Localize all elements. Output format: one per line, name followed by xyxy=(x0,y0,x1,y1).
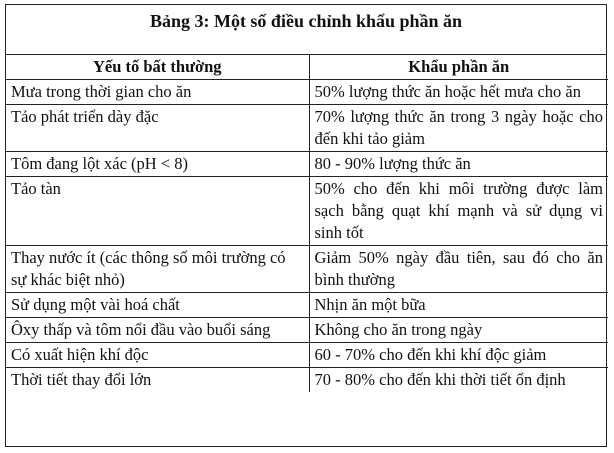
table-title: Bảng 3: Một số điều chỉnh khẩu phần ăn xyxy=(6,5,606,55)
ration-cell: 60 - 70% cho đến khi khí độc giảm xyxy=(309,343,608,368)
header-feed-ration: Khẩu phần ăn xyxy=(309,55,608,80)
table-row xyxy=(6,293,608,318)
factor-cell: Mưa trong thời gian cho ăn xyxy=(6,80,309,105)
table-row xyxy=(6,343,608,368)
table-row xyxy=(6,368,608,393)
factor-cell: Có xuất hiện khí độc xyxy=(6,343,309,368)
ration-cell: 50% lượng thức ăn hoặc hết mưa cho ăn xyxy=(309,80,608,105)
ration-cell: Nhịn ăn một bữa xyxy=(309,293,608,318)
table-row xyxy=(6,246,608,293)
header-abnormal-factor: Yếu tố bất thường xyxy=(6,55,309,80)
factor-cell: Tảo tàn xyxy=(6,177,309,246)
ration-cell: 70 - 80% cho đến khi thời tiết ổn định xyxy=(309,368,608,393)
adjustment-table-frame xyxy=(5,4,607,447)
factor-cell: Tôm đang lột xác (pH < 8) xyxy=(6,152,309,177)
feed-adjustment-table xyxy=(6,55,608,392)
factor-cell: Ôxy thấp và tôm nổi đầu vào buổi sáng xyxy=(6,318,309,343)
factor-cell: Tảo phát triển dày đặc xyxy=(6,105,309,152)
table-row xyxy=(6,152,608,177)
table-row xyxy=(6,80,608,105)
ration-cell: 50% cho đến khi môi trường được làm sạch bằng quạt khí mạnh và sử dụng vi sinh tốt xyxy=(309,177,608,246)
ration-cell: Giảm 50% ngày đầu tiên, sau đó cho ăn bình thường xyxy=(309,246,608,293)
table-row xyxy=(6,105,608,152)
factor-cell: Sử dụng một vài hoá chất xyxy=(6,293,309,318)
factor-cell: Thời tiết thay đổi lớn xyxy=(6,368,309,393)
factor-cell: Thay nước ít (các thông số môi trường có sự khác biệt nhỏ) xyxy=(6,246,309,293)
ration-cell: 70% lượng thức ăn trong 3 ngày hoặc cho đến khi tảo giảm xyxy=(309,105,608,152)
ration-cell: 80 - 90% lượng thức ăn xyxy=(309,152,608,177)
table-row xyxy=(6,177,608,246)
table-header-row xyxy=(6,55,608,80)
ration-cell: Không cho ăn trong ngày xyxy=(309,318,608,343)
table-row xyxy=(6,318,608,343)
